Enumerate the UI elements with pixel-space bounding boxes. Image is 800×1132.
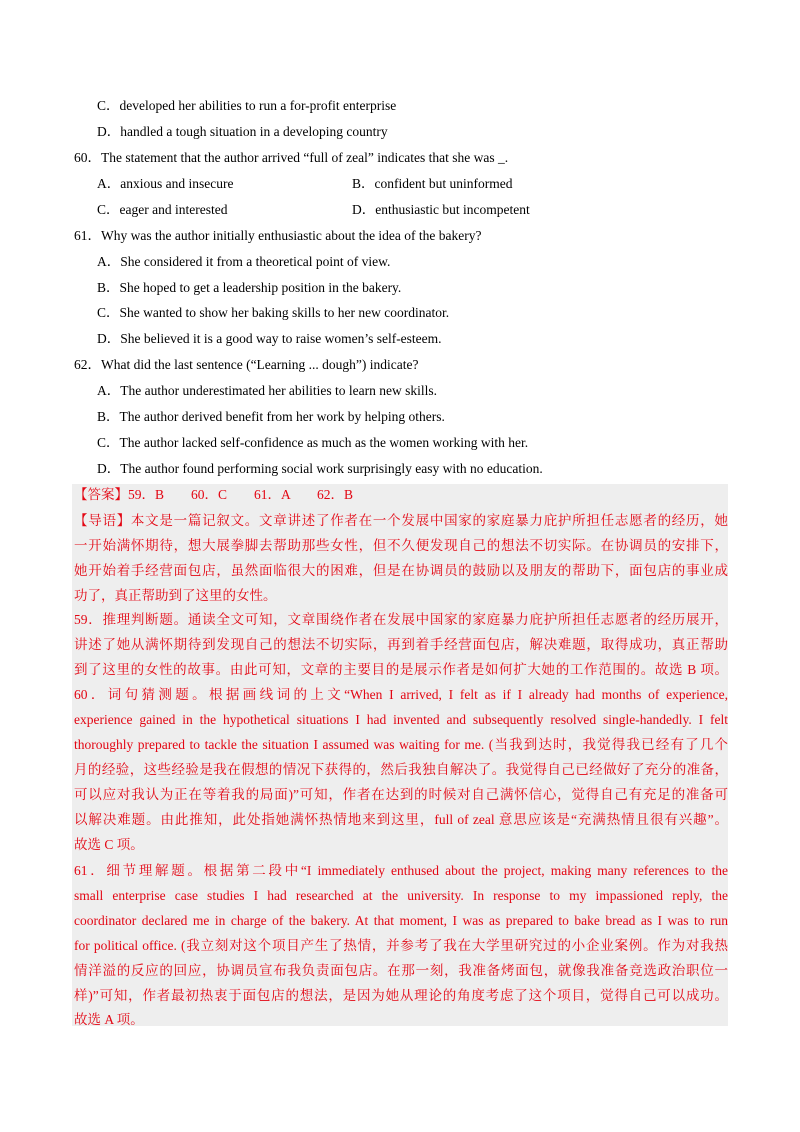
explain-59-line-2: 讲述了她从满怀期待到发现自己的想法不切实际，再到着手经营面包店，解决难题，取得成功，真正帮助	[74, 637, 728, 652]
explain-60-line-6: 以解决难题。由此推知，此处指她满怀热情地来到这里，full of zeal 意思应该是“充满热情且很有兴趣”。	[74, 812, 728, 827]
q59-option-c: C．developed her abilities to run a for-profit enterprise	[97, 98, 397, 113]
q62-option-c: C．The author lacked self-confidence as much as the women working with her.	[97, 435, 529, 450]
explain-61-line-2: small enterprise case studies I had researched at the university. In response to my impassioned reply, the	[74, 888, 728, 903]
q60-option-b: B．confident but uninformed	[352, 176, 513, 191]
answer-key: 【答案】59．B 60．C 61．A 62．B	[74, 487, 354, 502]
q61-stem: 61．Why was the author initially enthusiastic about the idea of the bakery?	[74, 228, 482, 243]
explain-61-line-7: 故选 A 项。	[74, 1012, 144, 1027]
explain-60-line-7: 故选 C 项。	[74, 837, 144, 852]
explain-59-line-3: 到了这里的女性的故事。由此可知，文章的主要目的是展示作者是如何扩大她的工作范围的。故选 B 项。	[74, 662, 728, 677]
guide-line-4: 功了，真正帮助到了这里的女性。	[74, 588, 277, 603]
q62-stem: 62．What did the last sentence (“Learning ... dough”) indicate?	[74, 357, 419, 372]
explain-60-line-2: experience gained in the hypothetical situations I had invented and subsequently resolved single-handedly. I felt	[74, 712, 728, 727]
explain-60-line-3: thoroughly prepared to tackle the situation I assumed was waiting for me. (当我到达时，我觉得我已经有了几个	[74, 737, 728, 752]
q61-option-d: D．She believed it is a good way to raise women’s self-esteem.	[97, 331, 442, 346]
explain-60-line-5: 可以应对我认为正在等着我的局面)”可知，作者在达到的时候对自己满怀信心，觉得自己有充足的准备可	[74, 787, 728, 802]
q61-option-b: B．She hoped to get a leadership position in the bakery.	[97, 280, 402, 295]
explain-60-line-4: 月的经验，这些经验是我在假想的情况下获得的，然后我独自解决了。我觉得自己已经做好了充分的准备，	[74, 762, 728, 777]
q62-option-d: D．The author found performing social work surprisingly easy with no education.	[97, 461, 543, 476]
q59-option-d: D．handled a tough situation in a developing country	[97, 124, 388, 139]
explain-60-line-1: 60．词句猜测题。根据画线词的上文“When I arrived, I felt as if I already had months of experience,	[74, 687, 728, 702]
q62-option-a: A．The author underestimated her abilities to learn new skills.	[97, 383, 438, 398]
explain-61-line-4: for political office. (我立刻对这个项目产生了热情，并参考了我在大学里研究过的小企业案例。作为对我热	[74, 938, 728, 953]
q60-option-d: D．enthusiastic but incompetent	[352, 202, 530, 217]
q61-option-c: C．She wanted to show her baking skills to her new coordinator.	[97, 305, 450, 320]
q60-stem: 60．The statement that the author arrived “full of zeal” indicates that she was _.	[74, 150, 509, 165]
q61-option-a: A．She considered it from a theoretical point of view.	[97, 254, 391, 269]
guide-line-1: 【导语】本文是一篇记叙文。文章讲述了作者在一个发展中国家的家庭暴力庇护所担任志愿者的经历，她	[74, 513, 728, 528]
guide-line-3: 她开始着手经营面包店，虽然面临很大的困难，但是在协调员的鼓励以及朋友的帮助下，面包店的事业成	[74, 563, 728, 578]
q60-option-a: A．anxious and insecure	[97, 176, 234, 191]
explain-61-line-5: 情洋溢的反应的回应，协调员宣布我负责面包店。在那一刻，我准备烤面包，就像我准备竞选政治职位一	[74, 963, 728, 978]
q62-option-b: B．The author derived benefit from her work by helping others.	[97, 409, 445, 424]
guide-line-2: 一开始满怀期待，想大展拳脚去帮助那些女性，但不久便发现自己的想法不切实际。在协调员的安排下，	[74, 538, 728, 553]
explain-61-line-1: 61．细节理解题。根据第二段中“I immediately enthused about the project, making many references to the	[74, 863, 728, 878]
explain-59-line-1: 59．推理判断题。通读全文可知，文章围绕作者在发展中国家的家庭暴力庇护所担任志愿者的经历展开，	[74, 612, 728, 627]
explain-61-line-3: coordinator declared me in charge of the bakery. At that moment, I was as prepared to bake bread as I was to run	[74, 913, 728, 928]
q60-option-c: C．eager and interested	[97, 202, 228, 217]
explain-61-line-6: 样)”可知，作者最初热衷于面包店的想法，是因为她从理论的角度考虑了这个项目，觉得自己可以成功。	[74, 988, 728, 1003]
